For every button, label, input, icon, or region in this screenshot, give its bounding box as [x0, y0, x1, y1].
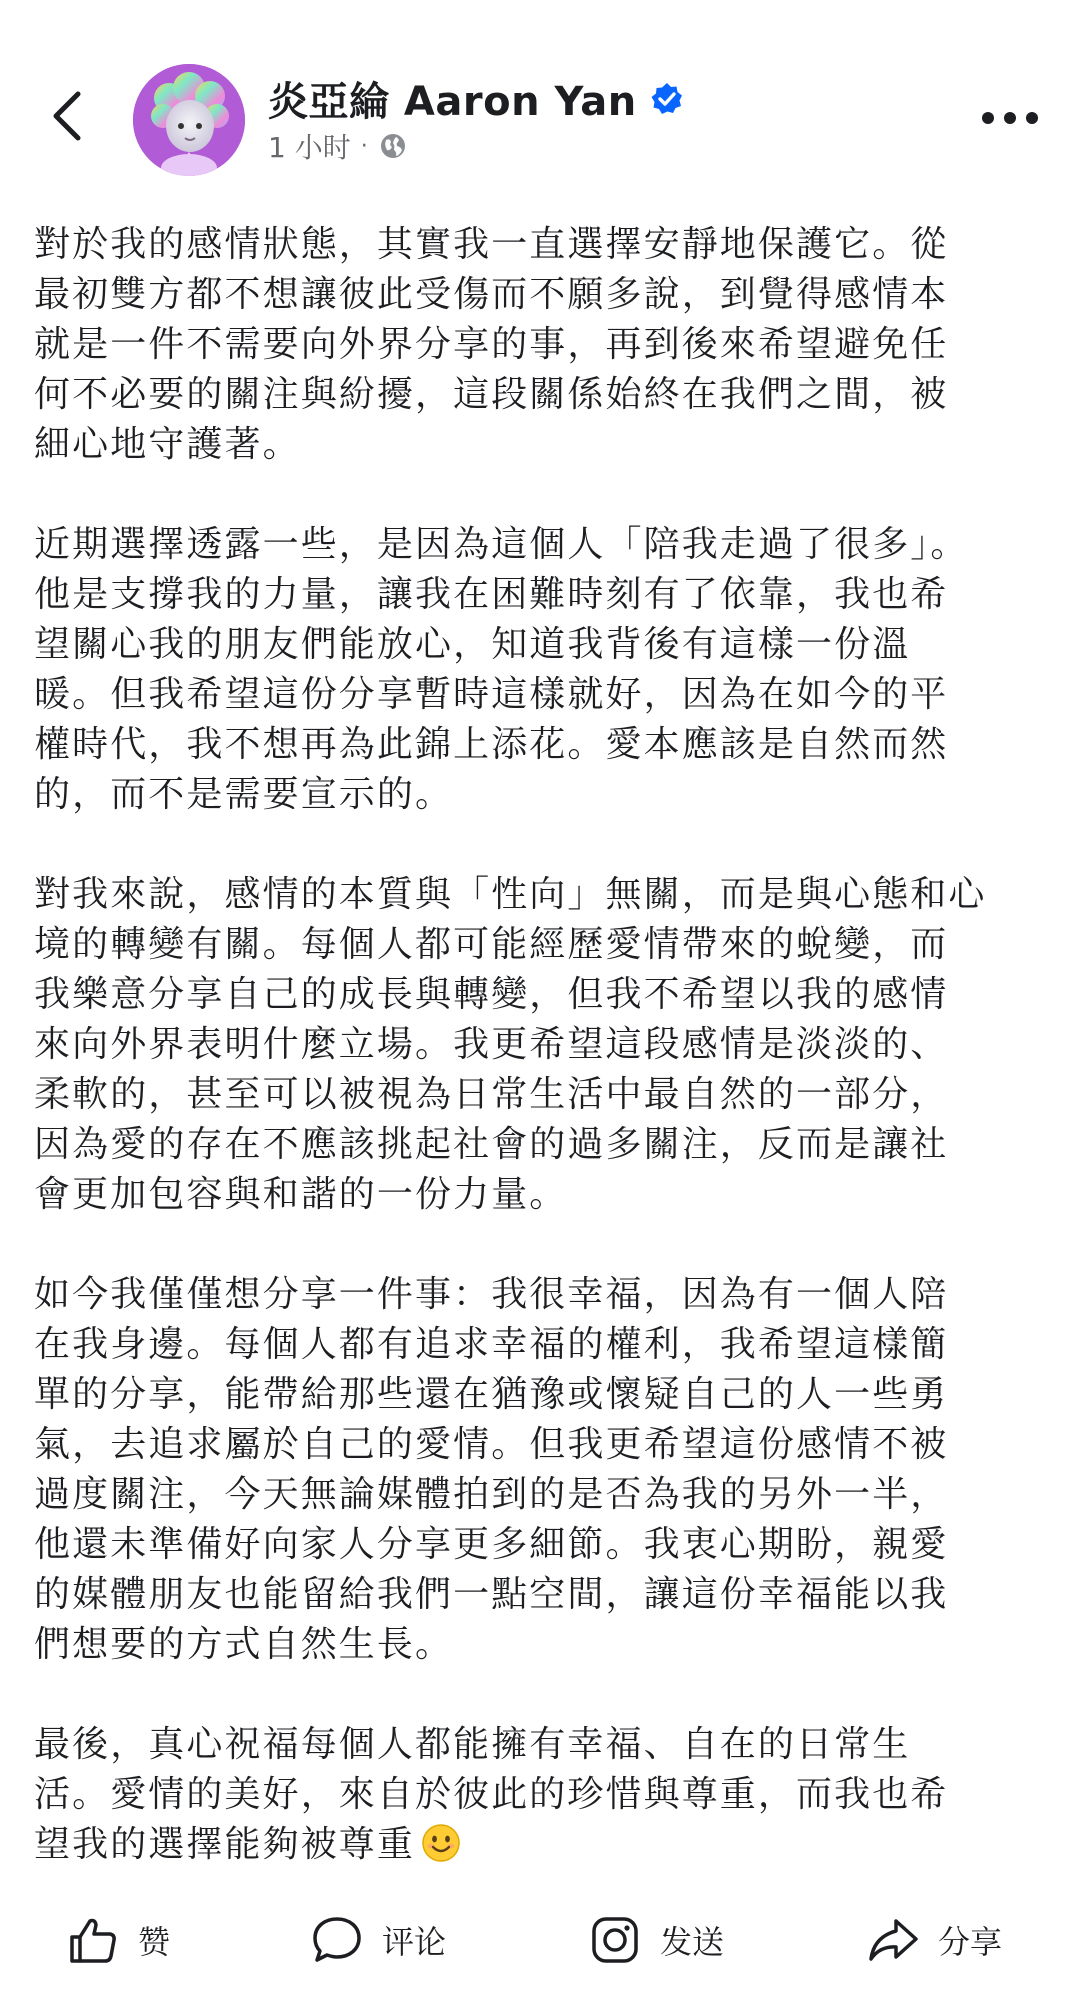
comment-button[interactable] — [310, 1910, 446, 1970]
more-horizontal-icon — [980, 110, 1040, 126]
like-label: 赞 — [138, 1923, 171, 1961]
author-name[interactable]: 炎亞綸 Aaron Yan — [268, 79, 637, 125]
author-line — [268, 70, 685, 127]
post-paragraph: 如今我僅僅想分享一件事：我很幸福，因為有一個人陪 在我身邊。每個人都有追求幸福的權利，我希望這樣簡 單的分享，能帶給那些還在猶豫或懷疑自己的人一些勇 氣，去追求屬於自己的愛情。但我更希望這份感情不被 過度關注，今天無論媒體拍到的是否為我的另外一半， 他還未準備好向家人分享更多細節。我衷心期盼，親愛 的媒體朋友也能留給我們一點空間，讓這份幸福能以我 們想要的方式自然生長。 — [34, 1274, 949, 1665]
more-options-button[interactable] — [970, 94, 1050, 142]
comment-label: 评论 — [382, 1923, 447, 1961]
chevron-left-icon — [48, 88, 88, 144]
verified-badge-icon — [649, 81, 685, 117]
post-action-bar — [0, 1900, 1080, 1995]
avatar-image — [133, 64, 245, 176]
meta-separator: · — [360, 133, 368, 159]
back-button[interactable] — [36, 84, 100, 148]
send-button[interactable] — [588, 1910, 724, 1970]
instagram-icon — [588, 1913, 642, 1967]
post-time[interactable]: 1 小时 — [268, 131, 351, 164]
send-label: 发送 — [660, 1923, 725, 1961]
share-label: 分享 — [938, 1923, 1003, 1961]
smiling-face-emoji — [421, 1823, 461, 1863]
post-paragraph-last — [34, 1720, 1044, 1870]
thumbs-up-icon — [66, 1913, 120, 1967]
post-paragraph: 近期選擇透露一些，是因為這個人「陪我走過了很多」。 他是支撐我的力量，讓我在困難時刻有了依靠，我也希 望關心我的朋友們能放心，知道我背後有這樣一份溫 暖。但我希望這份分享暫時這樣就好，因為在如今的平 權時代，我不想再為此錦上添花。愛本應該是自然而然 的，而不是需要宣示的。 — [34, 524, 969, 815]
post-meta — [268, 126, 408, 166]
share-arrow-icon — [866, 1913, 920, 1967]
like-button[interactable] — [66, 1910, 170, 1970]
post-paragraph-text: 最後，真心祝福每個人都能擁有幸福、自在的日常生 活。愛情的美好，來自於彼此的珍惜與尊重，而我也希 望我的選擇能夠被尊重 — [34, 1724, 949, 1865]
share-button[interactable] — [866, 1910, 1002, 1970]
post-paragraph: 對我來說，感情的本質與「性向」無關，而是與心態和心 境的轉變有關。每個人都可能經歷愛情帶來的蛻變，而 我樂意分享自己的成長與轉變，但我不希望以我的感情 來向外界表明什麼立場。我更希望這段感情是淡淡的、 柔軟的，甚至可以被視為日常生活中最自然的一部分， 因為愛的存在不應該挑起社會的過多關注，反而是讓社 會更加包容與和諧的一份力量。 — [34, 874, 987, 1215]
post-header — [0, 0, 1080, 200]
avatar[interactable] — [133, 64, 245, 176]
globe-icon — [378, 131, 408, 161]
comment-bubble-icon — [310, 1913, 364, 1967]
post-paragraph: 對於我的感情狀態，其實我一直選擇安靜地保護它。從 最初雙方都不想讓彼此受傷而不願多說，到覺得感情本 就是一件不需要向外界分享的事，再到後來希望避免任 何不必要的關注與紛擾，這段關係始終在我們之間，被 細心地守護著。 — [34, 224, 949, 465]
post-body — [34, 220, 1044, 1920]
